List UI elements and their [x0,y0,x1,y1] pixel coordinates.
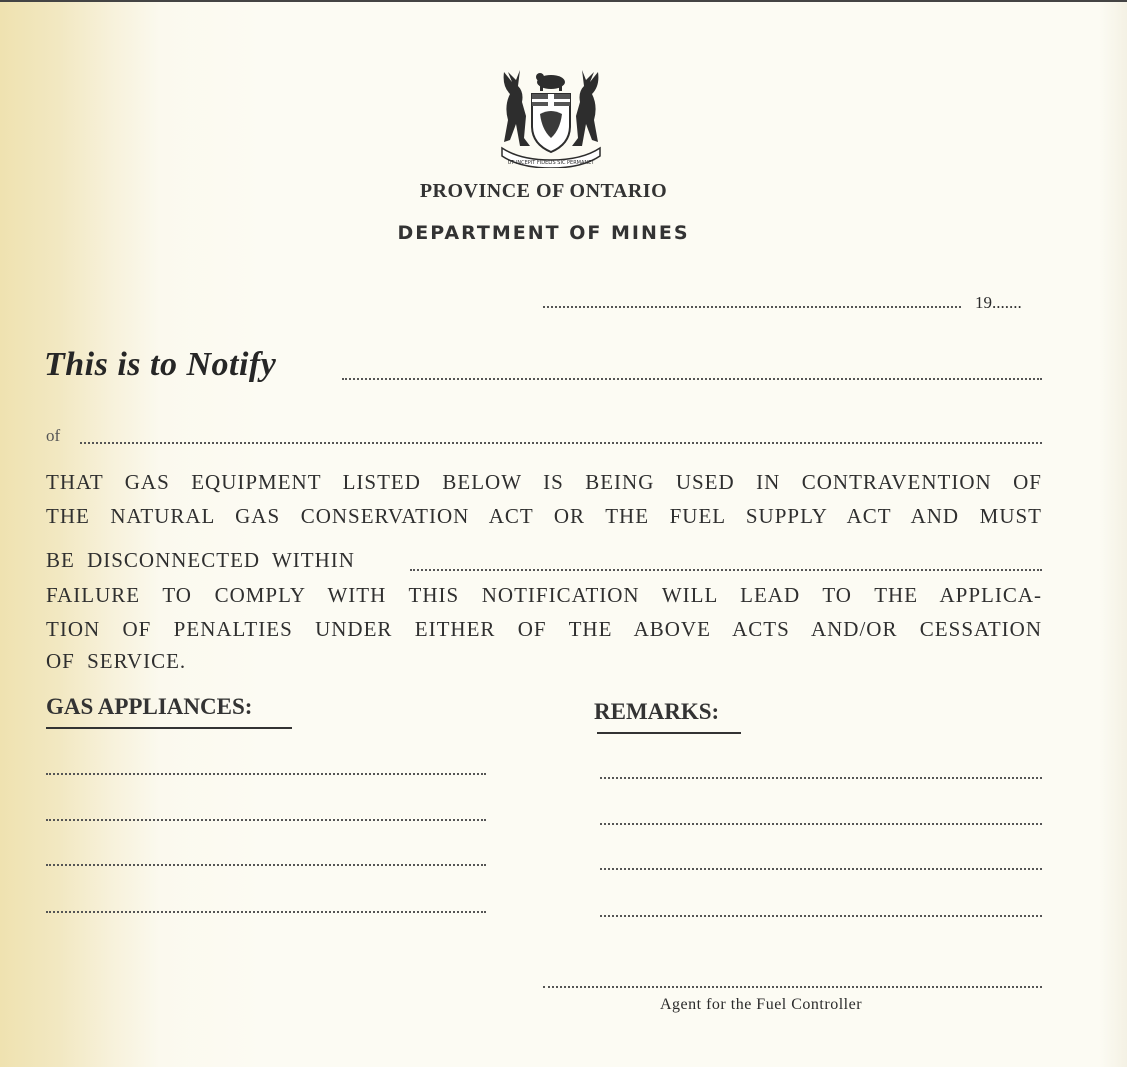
paragraph-line-5: TION OF PENALTIES UNDER EITHER OF THE ABOVE ACTS AND/OR CESSATION [46,617,1042,641]
paragraph-line-3: BE DISCONNECTED WITHIN [46,548,355,572]
year-prefix: 19....... [975,293,1022,312]
ontario-coat-of-arms-icon [490,68,612,168]
gas-appliances-underline [46,727,292,729]
remarks-title: REMARKS: [594,699,720,724]
gas-appliance-field-3[interactable] [46,864,486,866]
signature-label: Agent for the Fuel Controller [660,996,863,1013]
remarks-field-3[interactable] [600,868,1042,870]
paragraph-line-6: OF SERVICE. [46,649,187,673]
gas-appliance-field-2[interactable] [46,819,486,821]
remarks-field-4[interactable] [600,915,1042,917]
gas-appliances-title: GAS APPLIANCES: [46,694,253,719]
signature-field[interactable] [543,986,1042,988]
disconnect-within-field[interactable] [410,569,1042,571]
gas-appliance-field-1[interactable] [46,773,486,775]
address-field[interactable] [80,442,1042,444]
province-title: PROVINCE OF ONTARIO [419,180,668,202]
remarks-field-1[interactable] [600,777,1042,779]
paragraph-line-1: THAT GAS EQUIPMENT LISTED BELOW IS BEING USED IN CONTRAVENTION OF [46,470,1042,494]
remarks-field-2[interactable] [600,823,1042,825]
paragraph-line-4: FAILURE TO COMPLY WITH THIS NOTIFICATION WILL LEAD TO THE APPLICA- [46,583,1042,607]
of-label: of [46,426,61,445]
department-title: DEPARTMENT OF MINES [397,222,690,244]
crest-motto: UT INCEPIT FIDELIS SIC PERMANET [507,160,595,166]
notify-name-field[interactable] [342,378,1042,380]
paragraph-line-2: THE NATURAL GAS CONSERVATION ACT OR THE FUEL SUPPLY ACT AND MUST [46,504,1042,528]
gas-appliance-field-4[interactable] [46,911,486,913]
date-field[interactable] [543,306,961,308]
remarks-underline [597,732,741,734]
notify-heading: This is to Notify [44,346,277,383]
